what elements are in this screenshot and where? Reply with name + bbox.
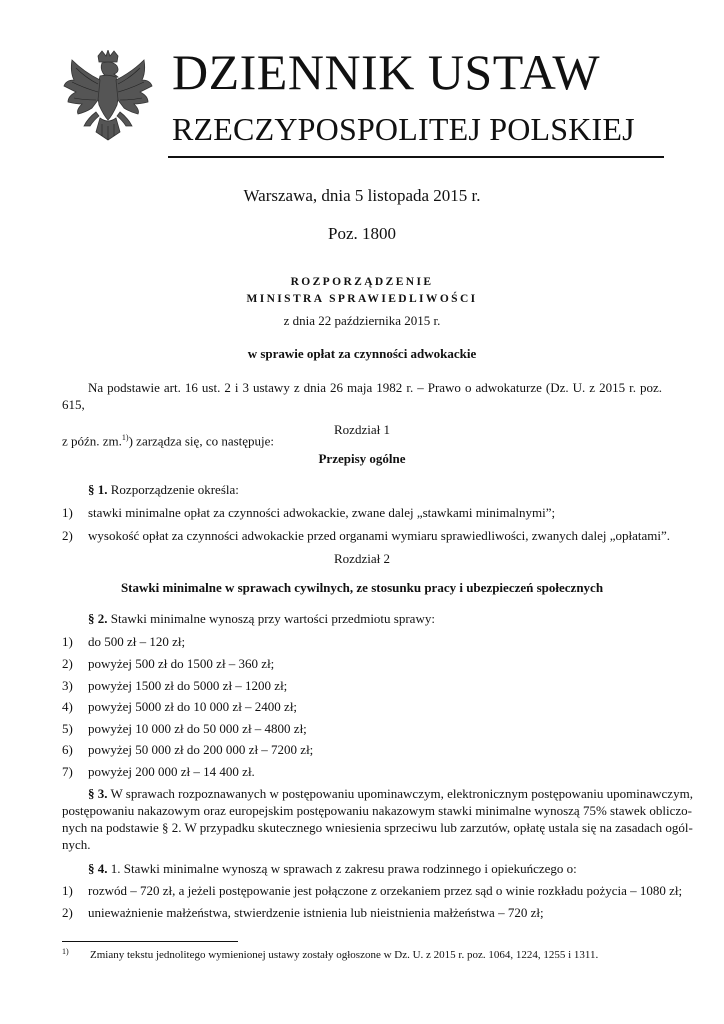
list-item-number: 2) (62, 905, 73, 920)
list-item-number: 6) (62, 742, 73, 757)
list-item-text: powyżej 10 000 zł do 50 000 zł – 4800 zł; (88, 721, 307, 736)
footnote-divider (62, 941, 238, 942)
publication-title: DZIENNIK USTAW (172, 44, 601, 100)
paragraph-2-text: Stawki minimalne wynoszą przy wartości przedmiotu sprawy: (107, 611, 435, 626)
paragraph-3-text: W sprawach rozpoznawanych w postępowaniu upominawczym, elektronicznym postępowaniu upominawczym, (107, 786, 693, 801)
list-item-text: unieważnienie małżeństwa, stwierdzenie istnienia lub nieistnienia małżeństwa – 720 zł; (88, 905, 544, 920)
paragraph-3-line-2: postępowaniu nakazowym oraz europejskim postępowaniu nakazowym stawki minimalne wynoszą 75% stawek obliczo- (62, 803, 692, 818)
chapter-2-label: Rozdział 2 (334, 551, 390, 566)
list-item-text: stawki minimalne opłat za czynności adwokackie, zwane dalej „stawkami minimalnymi”; (88, 505, 556, 520)
paragraph-2-sign: § 2. (88, 611, 108, 626)
footnote (62, 947, 599, 961)
list-item-number: 7) (62, 764, 73, 779)
list-item-text: rozwód – 720 zł, a jeżeli postępowanie jest połączone z orzekaniem przez sąd o winie rozkładu pożycia – 1080 zł; (88, 883, 683, 898)
publication-subtitle: RZECZYPOSPOLITEJ POLSKIEJ (172, 111, 635, 147)
chapter-1-title: Przepisy ogólne (318, 451, 406, 466)
paragraph-2 (88, 611, 435, 627)
paragraph-4-sign: § 4. (88, 861, 108, 876)
act-issuer: MINISTRA SPRAWIEDLIWOŚCI (246, 293, 478, 305)
list-item-text: wysokość opłat za czynności adwokackie przed organami wymiaru sprawiedliwości, zwanych dalej „opłatami”. (88, 528, 671, 543)
paragraph-1 (88, 482, 239, 498)
act-date: z dnia 22 października 2015 r. (283, 313, 441, 328)
paragraph-3-sign: § 3. (88, 786, 108, 801)
paragraph-1-sign: § 1. (88, 482, 108, 497)
polish-eagle-emblem (62, 50, 154, 150)
list-item-text: powyżej 1500 zł do 5000 zł – 1200 zł; (88, 678, 288, 693)
paragraph-4-text: 1. Stawki minimalne wynoszą w sprawach z zakresu prawa rodzinnego i opiekuńczego o: (107, 861, 577, 876)
list-item-number: 2) (62, 528, 73, 543)
act-subject: w sprawie opłat za czynności adwokackie (247, 346, 477, 361)
legal-basis-text-end: ) zarządza się, co następuje: (128, 432, 275, 448)
paragraph-1-text: Rozporządzenie określa: (107, 482, 239, 497)
list-item-number: 2) (62, 656, 73, 671)
list-item-number: 5) (62, 721, 73, 736)
list-item-number: 1) (62, 505, 73, 520)
list-item-text: powyżej 50 000 zł do 200 000 zł – 7200 zł; (88, 742, 314, 757)
footnote-mark: 1) (62, 947, 69, 956)
header-divider (168, 156, 664, 158)
legal-basis-paragraph (62, 380, 662, 449)
footnote-text: Zmiany tekstu jednolitego wymienionej ustawy zostały ogłoszone w Dz. U. z 2015 r. poz. 1064, 1224, 1255 i 1311. (90, 949, 599, 961)
position-number: Poz. 1800 (328, 224, 396, 243)
chapter-2-title: Stawki minimalne w sprawach cywilnych, ze stosunku pracy i ubezpieczeń społecznych (120, 580, 604, 595)
legal-basis-line-1: Na podstawie art. 16 ust. 2 i 3 ustawy z dnia 26 maja 1982 r. – Prawo o adwokaturze (Dz. U. z 2015 r. poz. 615, (62, 380, 662, 412)
list-item-text: powyżej 500 zł do 1500 zł – 360 zł; (88, 656, 275, 671)
list-item-text: powyżej 200 000 zł – 14 400 zł. (88, 764, 255, 779)
act-type: ROZPORZĄDZENIE (290, 276, 434, 288)
list-item-text: powyżej 5000 zł do 10 000 zł – 2400 zł; (88, 699, 298, 714)
paragraph-3-line-4: nych. (62, 837, 91, 852)
paragraph-4 (88, 861, 577, 877)
paragraph-3-line-3: nych na podstawie § 2. W przypadku skutecznego wniesienia sprzeciwu lub zarzutów, opłatę ustala się na zasadach ogól- (62, 820, 693, 835)
list-item-number: 1) (62, 883, 73, 898)
legal-basis-text: z późn. zm. (62, 432, 122, 448)
list-item-number: 1) (62, 634, 73, 649)
paragraph-3-line-1 (88, 786, 693, 802)
list-item-number: 3) (62, 678, 73, 693)
footnote-reference[interactable]: 1) (121, 432, 129, 442)
publication-date: Warszawa, dnia 5 listopada 2015 r. (243, 186, 481, 205)
chapter-1-label: Rozdział 1 (334, 422, 390, 437)
list-item-number: 4) (62, 699, 73, 714)
list-item-text: do 500 zł – 120 zł; (88, 634, 186, 649)
